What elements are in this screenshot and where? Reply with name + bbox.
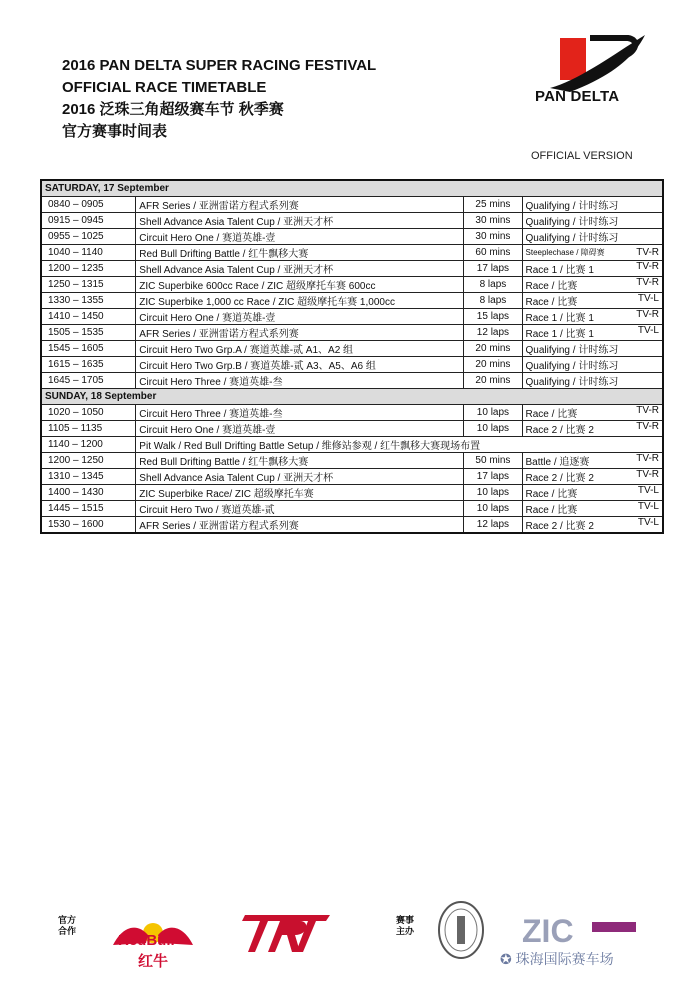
wechat-watermark xyxy=(500,949,614,969)
session-cell xyxy=(522,453,663,469)
session-label: Qualifying / 计时练习 xyxy=(525,217,619,228)
session-cell xyxy=(522,373,663,389)
svg-text:ZIC: ZIC xyxy=(522,913,574,949)
length-cell: 60 mins xyxy=(464,245,522,261)
time-cell: 1250 – 1315 xyxy=(41,277,136,293)
event-cell: AFR Series / 亚洲雷诺方程式系列赛 xyxy=(136,325,464,341)
day-header-row xyxy=(41,389,663,405)
time-cell: 1105 – 1135 xyxy=(41,421,136,437)
event-cell: Pit Walk / Red Bull Drifting Battle Setup / 维修站参观 / 红牛飘移大赛现场布置 xyxy=(136,437,663,453)
session-cell xyxy=(522,405,663,421)
tv-label: TV-R xyxy=(636,453,659,464)
tv-label: TV-L xyxy=(637,501,659,512)
title-cn-1: 2016 泛珠三角超级赛车节 秋季赛 xyxy=(62,101,284,118)
event-cell: Shell Advance Asia Talent Cup / 亚洲天才杯 xyxy=(136,469,464,485)
event-cell: ZIC Superbike Race/ ZIC 超级摩托车赛 xyxy=(136,485,464,501)
sponsor-footer xyxy=(0,895,700,991)
session-label: Race 2 / 比赛 2 xyxy=(525,425,594,436)
tv-label: TV-R xyxy=(636,421,659,432)
length-cell: 50 mins xyxy=(464,453,522,469)
session-label: Race / 比赛 xyxy=(525,297,578,308)
session-label: Qualifying / 计时练习 xyxy=(525,233,619,244)
session-label: Race 1 / 比赛 1 xyxy=(525,329,594,340)
event-cell: AFR Series / 亚洲雷诺方程式系列赛 xyxy=(136,197,464,213)
session-label: Race 2 / 比赛 2 xyxy=(525,521,594,532)
session-cell xyxy=(522,213,663,229)
event-cell: Circuit Hero Two Grp.B / 赛道英雄-贰 A3、A5、A6 组 xyxy=(136,357,464,373)
time-cell: 1200 – 1235 xyxy=(41,261,136,277)
table-row xyxy=(41,437,663,453)
tv-label: TV-R xyxy=(636,405,659,416)
tv-label: TV-L xyxy=(637,325,659,336)
length-cell: 25 mins xyxy=(464,197,522,213)
table-row xyxy=(41,357,663,373)
time-cell: 1310 – 1345 xyxy=(41,469,136,485)
event-cell: Circuit Hero Three / 赛道英雄-叁 xyxy=(136,373,464,389)
table-row xyxy=(41,485,663,501)
session-label: Steeplechase / 障碍赛 xyxy=(525,248,605,257)
table-row xyxy=(41,373,663,389)
tv-label: TV-R xyxy=(636,309,659,320)
time-cell: 0955 – 1025 xyxy=(41,229,136,245)
length-cell: 30 mins xyxy=(464,213,522,229)
table-row xyxy=(41,453,663,469)
tv-label: TV-R xyxy=(636,247,659,258)
session-cell xyxy=(522,293,663,309)
table-row xyxy=(41,213,663,229)
title-cn-2: 官方赛事时间表 xyxy=(62,123,168,140)
event-cell: ZIC Superbike 600cc Race / ZIC 超级摩托车赛 600cc xyxy=(136,277,464,293)
event-cell: Circuit Hero Three / 赛道英雄-叁 xyxy=(136,405,464,421)
trt-logo-icon xyxy=(240,907,335,957)
session-label: Qualifying / 计时练习 xyxy=(525,361,619,372)
table-row xyxy=(41,325,663,341)
session-cell xyxy=(522,229,663,245)
session-label: Race 1 / 比赛 1 xyxy=(525,313,594,324)
table-row xyxy=(41,261,663,277)
time-cell: 1040 – 1140 xyxy=(41,245,136,261)
event-cell: Circuit Hero One / 赛道英雄-壹 xyxy=(136,229,464,245)
session-label: Race / 比赛 xyxy=(525,505,578,516)
time-cell: 1140 – 1200 xyxy=(41,437,136,453)
time-cell: 0915 – 0945 xyxy=(41,213,136,229)
tv-label: TV-R xyxy=(636,261,659,272)
length-cell: 12 laps xyxy=(464,517,522,534)
title-block xyxy=(62,55,376,143)
time-cell: 1645 – 1705 xyxy=(41,373,136,389)
table-row xyxy=(41,293,663,309)
session-label: Race / 比赛 xyxy=(525,281,578,292)
time-cell: 1530 – 1600 xyxy=(41,517,136,534)
time-cell: 1400 – 1430 xyxy=(41,485,136,501)
session-label: Race / 比赛 xyxy=(525,489,578,500)
time-cell: 0840 – 0905 xyxy=(41,197,136,213)
event-cell: Shell Advance Asia Talent Cup / 亚洲天才杯 xyxy=(136,213,464,229)
table-row xyxy=(41,277,663,293)
zhuhai-seal-icon xyxy=(437,900,485,960)
event-cell: Circuit Hero Two / 赛道英雄-贰 xyxy=(136,501,464,517)
tv-label: TV-L xyxy=(637,293,659,304)
time-cell: 1545 – 1605 xyxy=(41,341,136,357)
redbull-logo-text: RedBull xyxy=(118,932,175,949)
length-cell: 10 laps xyxy=(464,485,522,501)
tv-label: TV-R xyxy=(636,277,659,288)
event-cell: ZIC Superbike 1,000 cc Race / ZIC 超级摩托车赛 1,000cc xyxy=(136,293,464,309)
session-label: Qualifying / 计时练习 xyxy=(525,377,619,388)
time-cell: 1410 – 1450 xyxy=(41,309,136,325)
session-cell xyxy=(522,277,663,293)
tv-label: TV-L xyxy=(637,485,659,496)
session-label: Race 1 / 比赛 1 xyxy=(525,265,594,276)
table-row xyxy=(41,501,663,517)
redbull-logo-cn: 红牛 xyxy=(138,953,169,970)
event-cell: Circuit Hero Two Grp.A / 赛道英雄-贰 A1、A2 组 xyxy=(136,341,464,357)
title-en-1: 2016 PAN DELTA SUPER RACING FESTIVAL xyxy=(62,57,377,74)
table-row xyxy=(41,517,663,534)
event-cell: AFR Series / 亚洲雷诺方程式系列赛 xyxy=(136,517,464,534)
zic-logo-icon xyxy=(520,910,640,950)
table-row xyxy=(41,309,663,325)
session-cell xyxy=(522,469,663,485)
time-cell: 1020 – 1050 xyxy=(41,405,136,421)
session-label: Qualifying / 计时练习 xyxy=(525,201,619,212)
length-cell: 12 laps xyxy=(464,325,522,341)
time-cell: 1330 – 1355 xyxy=(41,293,136,309)
session-label: Race / 比赛 xyxy=(525,409,578,420)
organizer-label: 赛事主办 xyxy=(396,915,415,936)
table-row xyxy=(41,469,663,485)
session-cell xyxy=(522,197,663,213)
event-cell: Circuit Hero One / 赛道英雄-壹 xyxy=(136,309,464,325)
length-cell: 10 laps xyxy=(464,421,522,437)
event-cell: Circuit Hero One / 赛道英雄-壹 xyxy=(136,421,464,437)
version-label: OFFICIAL VERSION xyxy=(531,150,633,162)
table-row xyxy=(41,245,663,261)
length-cell: 20 mins xyxy=(464,341,522,357)
time-cell: 1445 – 1515 xyxy=(41,501,136,517)
table-row xyxy=(41,341,663,357)
event-cell: Red Bull Drifting Battle / 红牛飘移大赛 xyxy=(136,453,464,469)
length-cell: 20 mins xyxy=(464,357,522,373)
day-header-row xyxy=(41,180,663,197)
day-label: SUNDAY, 18 September xyxy=(41,389,663,405)
length-cell: 10 laps xyxy=(464,501,522,517)
time-cell: 1200 – 1250 xyxy=(41,453,136,469)
day-label: SATURDAY, 17 September xyxy=(41,180,663,197)
session-label: Race 2 / 比赛 2 xyxy=(525,473,594,484)
session-cell xyxy=(522,421,663,437)
table-row xyxy=(41,421,663,437)
session-cell xyxy=(522,485,663,501)
length-cell: 8 laps xyxy=(464,277,522,293)
time-cell: 1505 – 1535 xyxy=(41,325,136,341)
session-label: Battle / 追逐赛 xyxy=(525,457,590,468)
length-cell: 17 laps xyxy=(464,261,522,277)
session-cell xyxy=(522,309,663,325)
wechat-watermark-text: 珠海国际赛车场 xyxy=(515,951,614,967)
length-cell: 8 laps xyxy=(464,293,522,309)
tv-label: TV-L xyxy=(637,517,659,528)
session-cell xyxy=(522,245,663,261)
official-partner-label: 官方合作 xyxy=(58,915,77,936)
length-cell: 30 mins xyxy=(464,229,522,245)
length-cell: 20 mins xyxy=(464,373,522,389)
table-row xyxy=(41,197,663,213)
race-timetable xyxy=(40,179,664,534)
event-cell: Red Bull Drifting Battle / 红牛飘移大赛 xyxy=(136,245,464,261)
session-cell xyxy=(522,325,663,341)
session-cell xyxy=(522,261,663,277)
wechat-icon: ✪ xyxy=(500,951,516,967)
length-cell: 17 laps xyxy=(464,469,522,485)
length-cell: 10 laps xyxy=(464,405,522,421)
time-cell: 1615 – 1635 xyxy=(41,357,136,373)
session-cell xyxy=(522,517,663,534)
tv-label: TV-R xyxy=(636,469,659,480)
length-cell: 15 laps xyxy=(464,309,522,325)
session-cell xyxy=(522,357,663,373)
session-cell xyxy=(522,501,663,517)
session-cell xyxy=(522,341,663,357)
table-row xyxy=(41,405,663,421)
session-label: Qualifying / 计时练习 xyxy=(525,345,619,356)
pan-delta-logo-text: PAN DELTA xyxy=(535,88,620,105)
event-cell: Shell Advance Asia Talent Cup / 亚洲天才杯 xyxy=(136,261,464,277)
table-row xyxy=(41,229,663,245)
title-en-2: OFFICIAL RACE TIMETABLE xyxy=(62,79,267,96)
